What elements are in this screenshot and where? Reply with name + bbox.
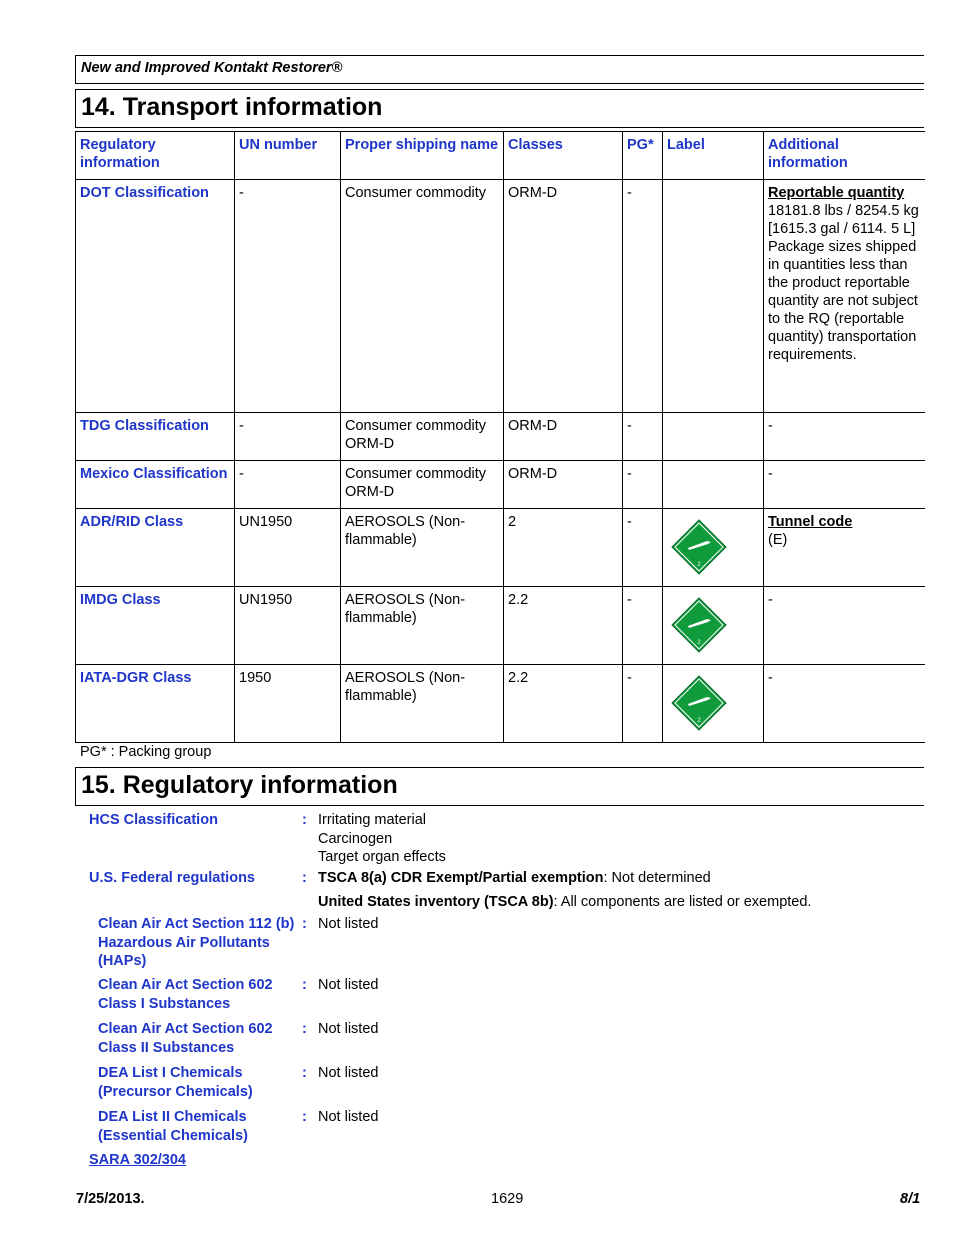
colon: : <box>302 1065 307 1081</box>
header-label: Label <box>663 132 764 180</box>
row-un-number: 1950 <box>235 665 341 743</box>
row-regulation: IATA-DGR Class <box>76 665 235 743</box>
header-additional-information: Additional information <box>764 132 925 180</box>
federal-regulations-label: U.S. Federal regulations <box>89 870 255 886</box>
row-regulation: Mexico Classification <box>76 461 235 509</box>
tunnel-code-value: (E) <box>768 532 788 548</box>
row-regulation: IMDG Class <box>76 587 235 665</box>
table-row-imdg <box>76 587 925 665</box>
row-pg: - <box>623 509 663 587</box>
row-un-number: - <box>235 180 341 413</box>
hcs-value: Irritating material <box>318 812 426 828</box>
row-label <box>663 180 764 413</box>
hcs-classification-label: HCS Classification <box>89 812 218 828</box>
tsca-8a-label: TSCA 8(a) CDR Exempt/Partial exemption <box>318 870 604 886</box>
product-name: New and Improved Kontakt Restorer® <box>75 55 924 84</box>
row-un-number: - <box>235 413 341 461</box>
transport-table <box>75 131 925 743</box>
row-additional-info: - <box>764 413 925 461</box>
row-pg: - <box>623 413 663 461</box>
colon: : <box>302 870 307 886</box>
row-label <box>663 413 764 461</box>
dea-list-2-value: Not listed <box>318 1109 379 1125</box>
non-flammable-gas-placard-icon <box>671 519 727 575</box>
tsca-8b-label: United States inventory (TSCA 8b) <box>318 893 554 910</box>
footer-page-number: 8/1 <box>900 1191 921 1207</box>
table-row-dot <box>76 180 925 413</box>
sara-302-304-heading: SARA 302/304 <box>89 1152 186 1168</box>
row-shipping-name: AEROSOLS (Non-flammable) <box>341 587 504 665</box>
hcs-value: Target organ effects <box>318 849 446 865</box>
row-class: ORM-D <box>504 180 623 413</box>
dea-list-1-label: DEA List I Chemicals (Precursor Chemicals) <box>98 1065 253 1100</box>
row-pg: - <box>623 180 663 413</box>
row-additional-info <box>764 180 925 413</box>
header-classes: Classes <box>504 132 623 180</box>
clean-air-act-602-class-1-value: Not listed <box>318 977 379 993</box>
non-flammable-gas-placard-icon <box>671 675 727 731</box>
clean-air-act-602-class-2-value: Not listed <box>318 1021 379 1037</box>
row-un-number: UN1950 <box>235 509 341 587</box>
colon: : <box>302 1109 307 1125</box>
tsca-8b-value: : All components are listed or exempted. <box>553 893 812 910</box>
reportable-quantity-text: 18181.8 lbs / 8254.5 kg [1615.3 gal / 6114. 5 L] Package sizes shipped in quantities less than the product reportable quantity are not subject to the RQ (reportable quantity) transportation requirements. <box>768 203 919 363</box>
header-proper-shipping-name: Proper shipping name <box>341 132 504 180</box>
row-shipping-name: Consumer commodity ORM-D <box>341 413 504 461</box>
clean-air-act-602-class-1-label: Clean Air Act Section 602 Class I Substances <box>98 977 273 1012</box>
row-class: 2.2 <box>504 587 623 665</box>
row-additional-info: - <box>764 461 925 509</box>
row-regulation: DOT Classification <box>76 180 235 413</box>
packing-group-note: PG* : Packing group <box>80 744 212 760</box>
row-regulation: TDG Classification <box>76 413 235 461</box>
section-15-title: 15. Regulatory information <box>75 767 924 806</box>
tunnel-code-title: Tunnel code <box>768 514 853 530</box>
colon: : <box>302 977 307 993</box>
row-shipping-name: Consumer commodity <box>341 180 504 413</box>
row-class: ORM-D <box>504 461 623 509</box>
row-un-number: - <box>235 461 341 509</box>
hcs-value: Carcinogen <box>318 830 393 847</box>
row-shipping-name: Consumer commodity ORM-D <box>341 461 504 509</box>
table-row-tdg <box>76 413 925 461</box>
row-additional-info <box>764 509 925 587</box>
row-shipping-name: AEROSOLS (Non-flammable) <box>341 509 504 587</box>
row-additional-info: - <box>764 665 925 743</box>
footer-code: 1629 <box>491 1191 524 1207</box>
table-header-row <box>76 132 925 180</box>
footer-date: 7/25/2013. <box>76 1191 145 1207</box>
table-row-mexico <box>76 461 925 509</box>
svg-text:2: 2 <box>697 718 701 724</box>
row-un-number: UN1950 <box>235 587 341 665</box>
row-pg: - <box>623 587 663 665</box>
section-14-title: 14. Transport information <box>75 89 924 128</box>
row-label <box>663 509 764 587</box>
row-pg: - <box>623 665 663 743</box>
row-class: 2.2 <box>504 665 623 743</box>
dea-list-1-value: Not listed <box>318 1065 379 1081</box>
header-pg: PG* <box>623 132 663 180</box>
row-class: 2 <box>504 509 623 587</box>
non-flammable-gas-placard-icon <box>671 597 727 653</box>
row-shipping-name: AEROSOLS (Non-flammable) <box>341 665 504 743</box>
clean-air-act-112-value: Not listed <box>318 916 379 932</box>
colon: : <box>302 1021 307 1037</box>
hcs-classification-values <box>318 811 446 867</box>
row-label <box>663 461 764 509</box>
table-row-adr-rid <box>76 509 925 587</box>
header-un-number: UN number <box>235 132 341 180</box>
row-label <box>663 665 764 743</box>
colon: : <box>302 812 307 828</box>
row-additional-info: - <box>764 587 925 665</box>
svg-text:2: 2 <box>697 640 701 646</box>
header-regulatory-information: Regulatory information <box>76 132 235 180</box>
clean-air-act-602-class-2-label: Clean Air Act Section 602 Class II Substances <box>98 1021 273 1056</box>
clean-air-act-112-label: Clean Air Act Section 112 (b) Hazardous Air Pollutants (HAPs) <box>98 916 295 969</box>
tsca-8a-value: : Not determined <box>603 870 711 886</box>
row-label <box>663 587 764 665</box>
row-regulation: ADR/RID Class <box>76 509 235 587</box>
reportable-quantity-title: Reportable quantity <box>768 185 905 201</box>
federal-regulations-values <box>318 869 938 911</box>
svg-text:2: 2 <box>697 562 701 568</box>
table-row-iata-dgr <box>76 665 925 743</box>
dea-list-2-label: DEA List II Chemicals (Essential Chemicals) <box>98 1109 248 1144</box>
row-pg: - <box>623 461 663 509</box>
colon: : <box>302 916 307 932</box>
row-class: ORM-D <box>504 413 623 461</box>
